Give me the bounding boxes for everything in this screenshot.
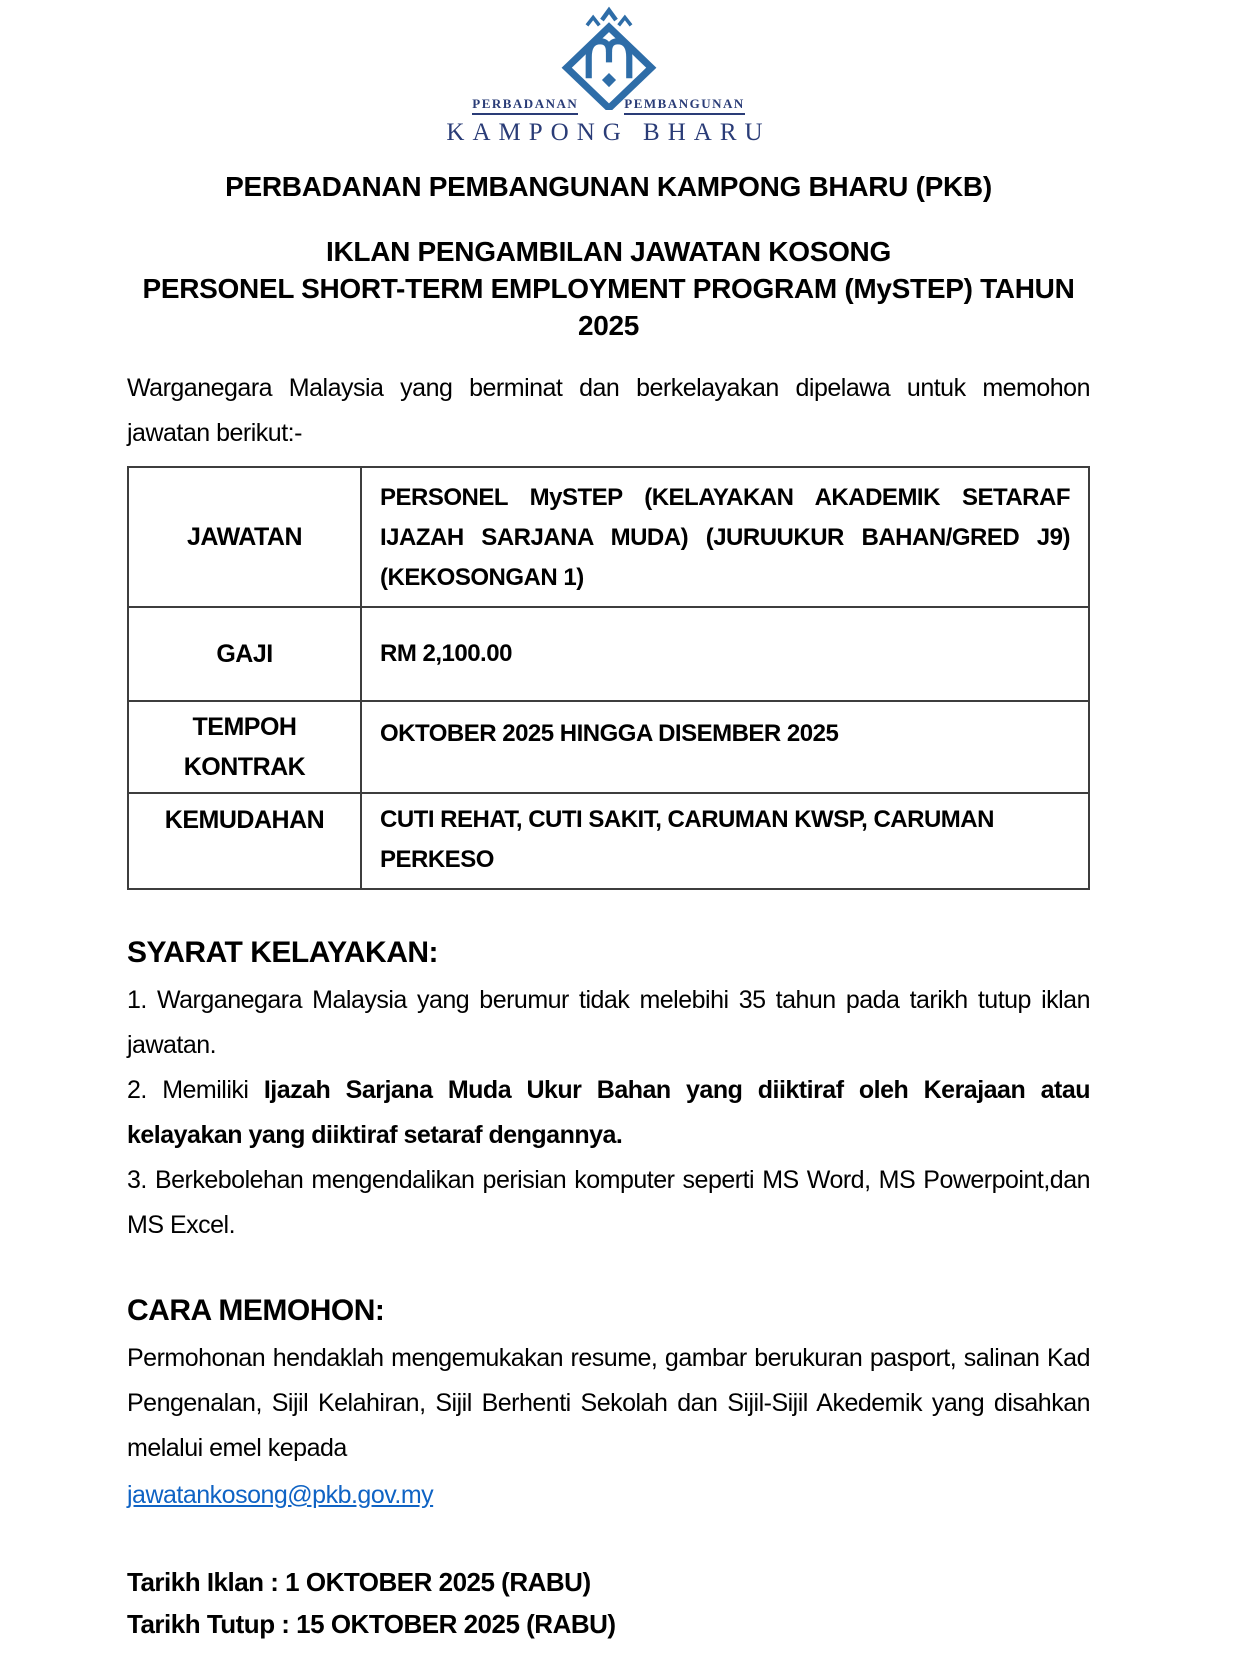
row-label-jawatan: JAWATAN: [128, 467, 361, 607]
table-row-tempoh-kontrak: [128, 701, 1089, 793]
job-details-table: [127, 466, 1090, 890]
document-subtitle-group: [127, 233, 1090, 344]
row-label-gaji: GAJI: [128, 607, 361, 701]
pkb-emblem-icon: [514, 6, 704, 110]
table-row-kemudahan: [128, 793, 1089, 889]
pkb-logo: [127, 6, 1090, 147]
logo-word-kampong-bharu: KAMPONG BHARU: [446, 119, 771, 146]
document-title: PERBADANAN PEMBANGUNAN KAMPONG BHARU (PKB): [225, 171, 992, 202]
syarat-item-2: [127, 1068, 1090, 1158]
section-heading-syarat: SYARAT KELAYAKAN:: [127, 936, 439, 969]
email-line: [127, 1473, 1090, 1521]
cara-paragraph: Permohonan hendaklah mengemukakan resume, gambar berukuran pasport, salinan Kad Pengenalan, Sijil Kelahiran, Sijil Berhenti Sekolah dan Sijil-Sijil Akedemik yang disahkan melalui emel kepada: [127, 1344, 1090, 1462]
logo-word-perbadanan: PERBADANAN: [472, 96, 578, 115]
table-row-gaji: [128, 607, 1089, 701]
table-row-jawatan: [128, 467, 1089, 607]
row-value-tempoh-kontrak: OKTOBER 2025 HINGGA DISEMBER 2025: [361, 701, 1089, 793]
row-value-jawatan: PERSONEL MySTEP (KELAYAKAN AKADEMIK SETARAF IJAZAH SARJANA MUDA) (JURUUKUR BAHAN/GRED J9) (KEKOSONGAN 1): [361, 467, 1089, 607]
row-value-kemudahan: CUTI REHAT, CUTI SAKIT, CARUMAN KWSP, CARUMAN PERKESO: [361, 793, 1089, 889]
subtitle-iklan: IKLAN PENGAMBILAN JAWATAN KOSONG: [326, 236, 891, 267]
section-heading-cara: CARA MEMOHON:: [127, 1294, 385, 1327]
email-link[interactable]: jawatankosong@pkb.gov.my: [127, 1481, 434, 1509]
row-label-kemudahan: KEMUDAHAN: [128, 793, 361, 889]
dates-block: [127, 1561, 1090, 1645]
logo-word-pembangunan: PEMBANGUNAN: [624, 96, 745, 115]
syarat-item-3: 3. Berkebolehan mengendalikan perisian komputer seperti MS Word, MS Powerpoint,dan MS Excel.: [127, 1166, 1090, 1239]
row-value-gaji: RM 2,100.00: [361, 607, 1089, 701]
tarikh-iklan: Tarikh Iklan : 1 OKTOBER 2025 (RABU): [127, 1567, 591, 1597]
row-label-tempoh-kontrak: TEMPOH KONTRAK: [128, 701, 361, 793]
subtitle-program: PERSONEL SHORT-TERM EMPLOYMENT PROGRAM (MySTEP) TAHUN 2025: [142, 273, 1075, 341]
syarat-item-1: 1. Warganegara Malaysia yang berumur tidak melebihi 35 tahun pada tarikh tutup iklan jawatan.: [127, 986, 1090, 1059]
syarat-item-2-bold: Ijazah Sarjana Muda Ukur Bahan yang diiktiraf oleh Kerajaan atau kelayakan yang diiktiraf setaraf dengannya.: [127, 1076, 1090, 1149]
tarikh-tutup: Tarikh Tutup : 15 OKTOBER 2025 (RABU): [127, 1609, 616, 1639]
syarat-item-2-prefix: 2. Memiliki: [127, 1076, 264, 1104]
intro-paragraph: Warganegara Malaysia yang berminat dan berkelayakan dipelawa untuk memohon jawatan berikut:-: [127, 374, 1090, 447]
